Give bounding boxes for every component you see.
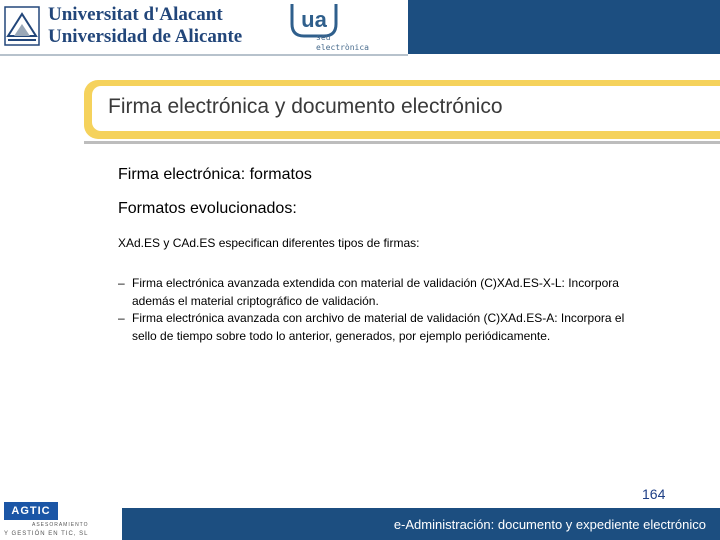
list-item [118, 310, 642, 345]
bullet-list [118, 275, 678, 345]
university-name [48, 4, 242, 48]
university-name-line1: Universitat d'Alacant [48, 4, 223, 25]
intro-text: XAd.ES y CAd.ES especifican diferentes tipos de firmas: [118, 236, 420, 250]
footer-bar [122, 508, 720, 540]
list-item [118, 275, 642, 310]
university-logo-icon [4, 6, 40, 46]
title-underline [84, 141, 720, 144]
slide-title: Firma electrónica y documento electrónico [108, 95, 503, 118]
section-subheading: Formatos evolucionados: [118, 200, 297, 217]
agtic-subtitle-1: ASESORAMIENTO [32, 522, 89, 528]
agtic-subtitle-2: Y GESTIÓN EN TIC, SL [4, 531, 89, 537]
svg-text:ua: ua [301, 7, 327, 32]
agtic-logo: AGTIC [4, 502, 58, 520]
footer-caption: e-Administración: documento y expediente electrónico [393, 517, 706, 532]
page-number: 164 [642, 486, 666, 502]
bullet-dash: – [118, 311, 125, 325]
seu-electronica-caption: seu electrònica [316, 33, 369, 52]
header-blue-band [408, 0, 720, 54]
section-heading: Firma electrónica: formatos [118, 166, 312, 183]
header-divider [0, 54, 408, 56]
university-name-line2: Universidad de Alicante [48, 26, 243, 47]
bullet-dash: – [118, 276, 125, 290]
list-item-text: Firma electrónica avanzada con archivo de material de validación (C)XAd.ES-A: Incorpora el sello de tiempo sobre todo lo anterior, generados, por ejemplo periódicamente. [132, 311, 625, 343]
list-item-text: Firma electrónica avanzada extendida con material de validación (C)XAd.ES-X-L: Incorpora además el material criptográfico de validación. [132, 276, 619, 308]
header [0, 0, 720, 56]
slide-content [118, 166, 678, 345]
